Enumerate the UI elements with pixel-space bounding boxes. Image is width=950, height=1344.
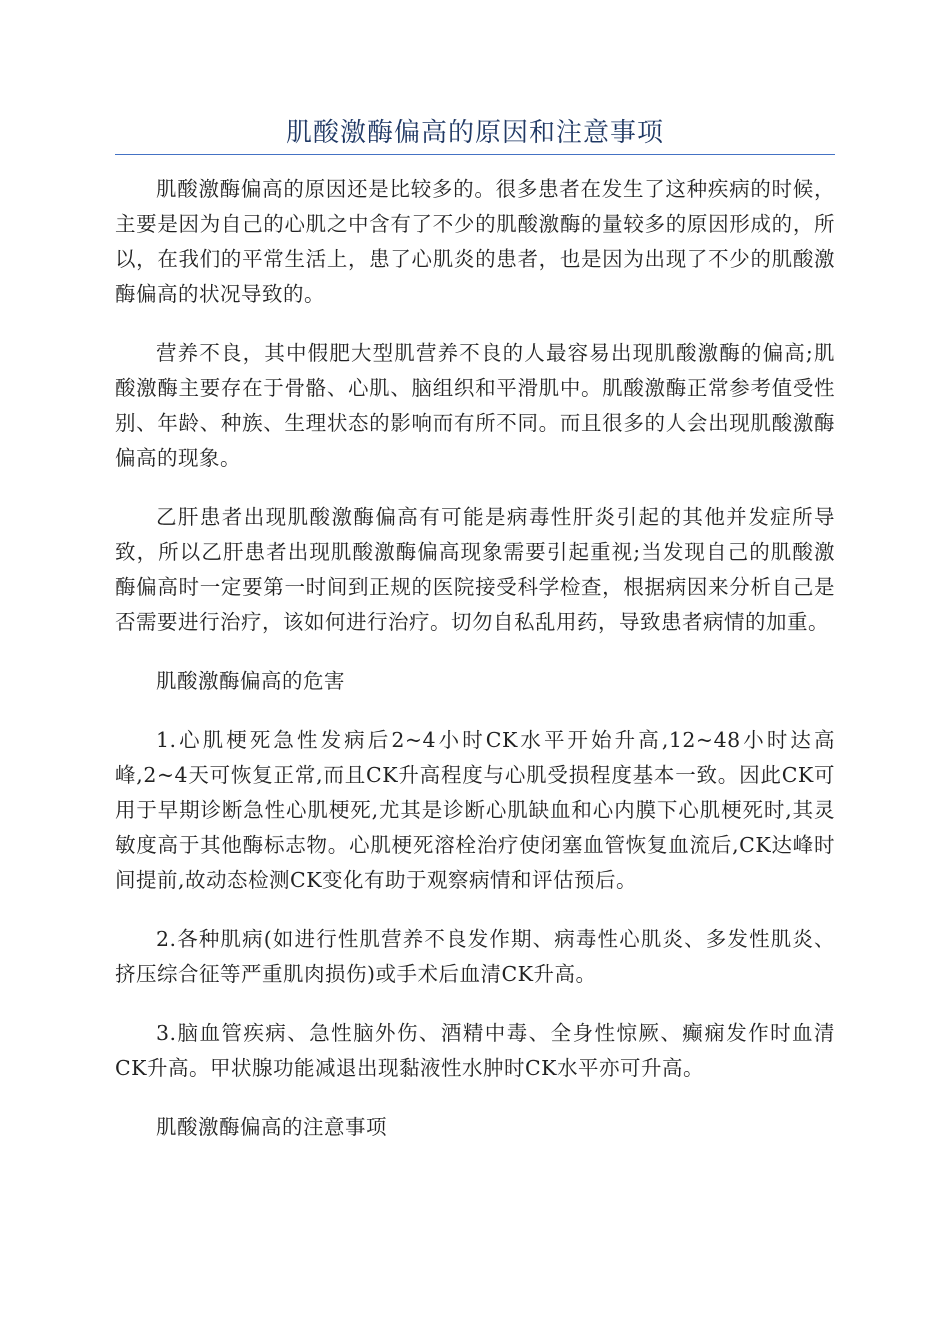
- page-title: 肌酸激酶偏高的原因和注意事项: [285, 118, 664, 148]
- document-body: [115, 172, 835, 1169]
- section-heading-harms: 肌酸激酶偏高的危害: [156, 669, 345, 693]
- paragraph-item-2: 2.各种肌病(如进行性肌营养不良发作期、病毒性心肌炎、多发性肌炎、挤压综合征等严重肌肉损伤)或手术后血清CK升高。: [115, 927, 835, 986]
- paragraph-item-3: 3.脑血管疾病、急性脑外伤、酒精中毒、全身性惊厥、癫痫发作时血清CK升高。甲状腺功能减退出现黏液性水肿时CK水平亦可升高。: [115, 1021, 835, 1080]
- paragraph-causes-intro: 肌酸激酶偏高的原因还是比较多的。很多患者在发生了这种疾病的时候，主要是因为自己的心肌之中含有了不少的肌酸激酶的量较多的原因形成的，所以，在我们的平常生活上，患了心肌炎的患者，也是因为出现了不少的肌酸激酶偏高的状况导致的。: [115, 177, 835, 306]
- paragraph-item-1: 1.心肌梗死急性发病后2~4小时CK水平开始升高,12~48小时达高峰,2~4天可恢复正常,而且CK升高程度与心肌受损程度基本一致。因此CK可用于早期诊断急性心肌梗死,尤其是诊断心肌缺血和心内膜下心肌梗死时,其灵敏度高于其他酶标志物。心肌梗死溶栓治疗使闭塞血管恢复血流后,CK达峰时间提前,故动态检测CK变化有助于观察病情和评估预后。: [115, 728, 835, 892]
- paragraph-hepatitis: 乙肝患者出现肌酸激酶偏高有可能是病毒性肝炎引起的其他并发症所导致，所以乙肝患者出现肌酸激酶偏高现象需要引起重视;当发现自己的肌酸激酶偏高时一定要第一时间到正规的医院接受科学检查，根据病因来分析自己是否需要进行治疗，该如何进行治疗。切勿自私乱用药，导致患者病情的加重。: [115, 505, 835, 634]
- section-heading-precautions: 肌酸激酶偏高的注意事项: [156, 1115, 387, 1139]
- title-underline: [115, 154, 835, 155]
- paragraph-malnutrition: 营养不良，其中假肥大型肌营养不良的人最容易出现肌酸激酶的偏高;肌酸激酶主要存在于骨骼、心肌、脑组织和平滑肌中。肌酸激酶正常参考值受性别、年龄、种族、生理状态的影响而有所不同。而且很多的人会出现肌酸激酶偏高的现象。: [115, 341, 835, 470]
